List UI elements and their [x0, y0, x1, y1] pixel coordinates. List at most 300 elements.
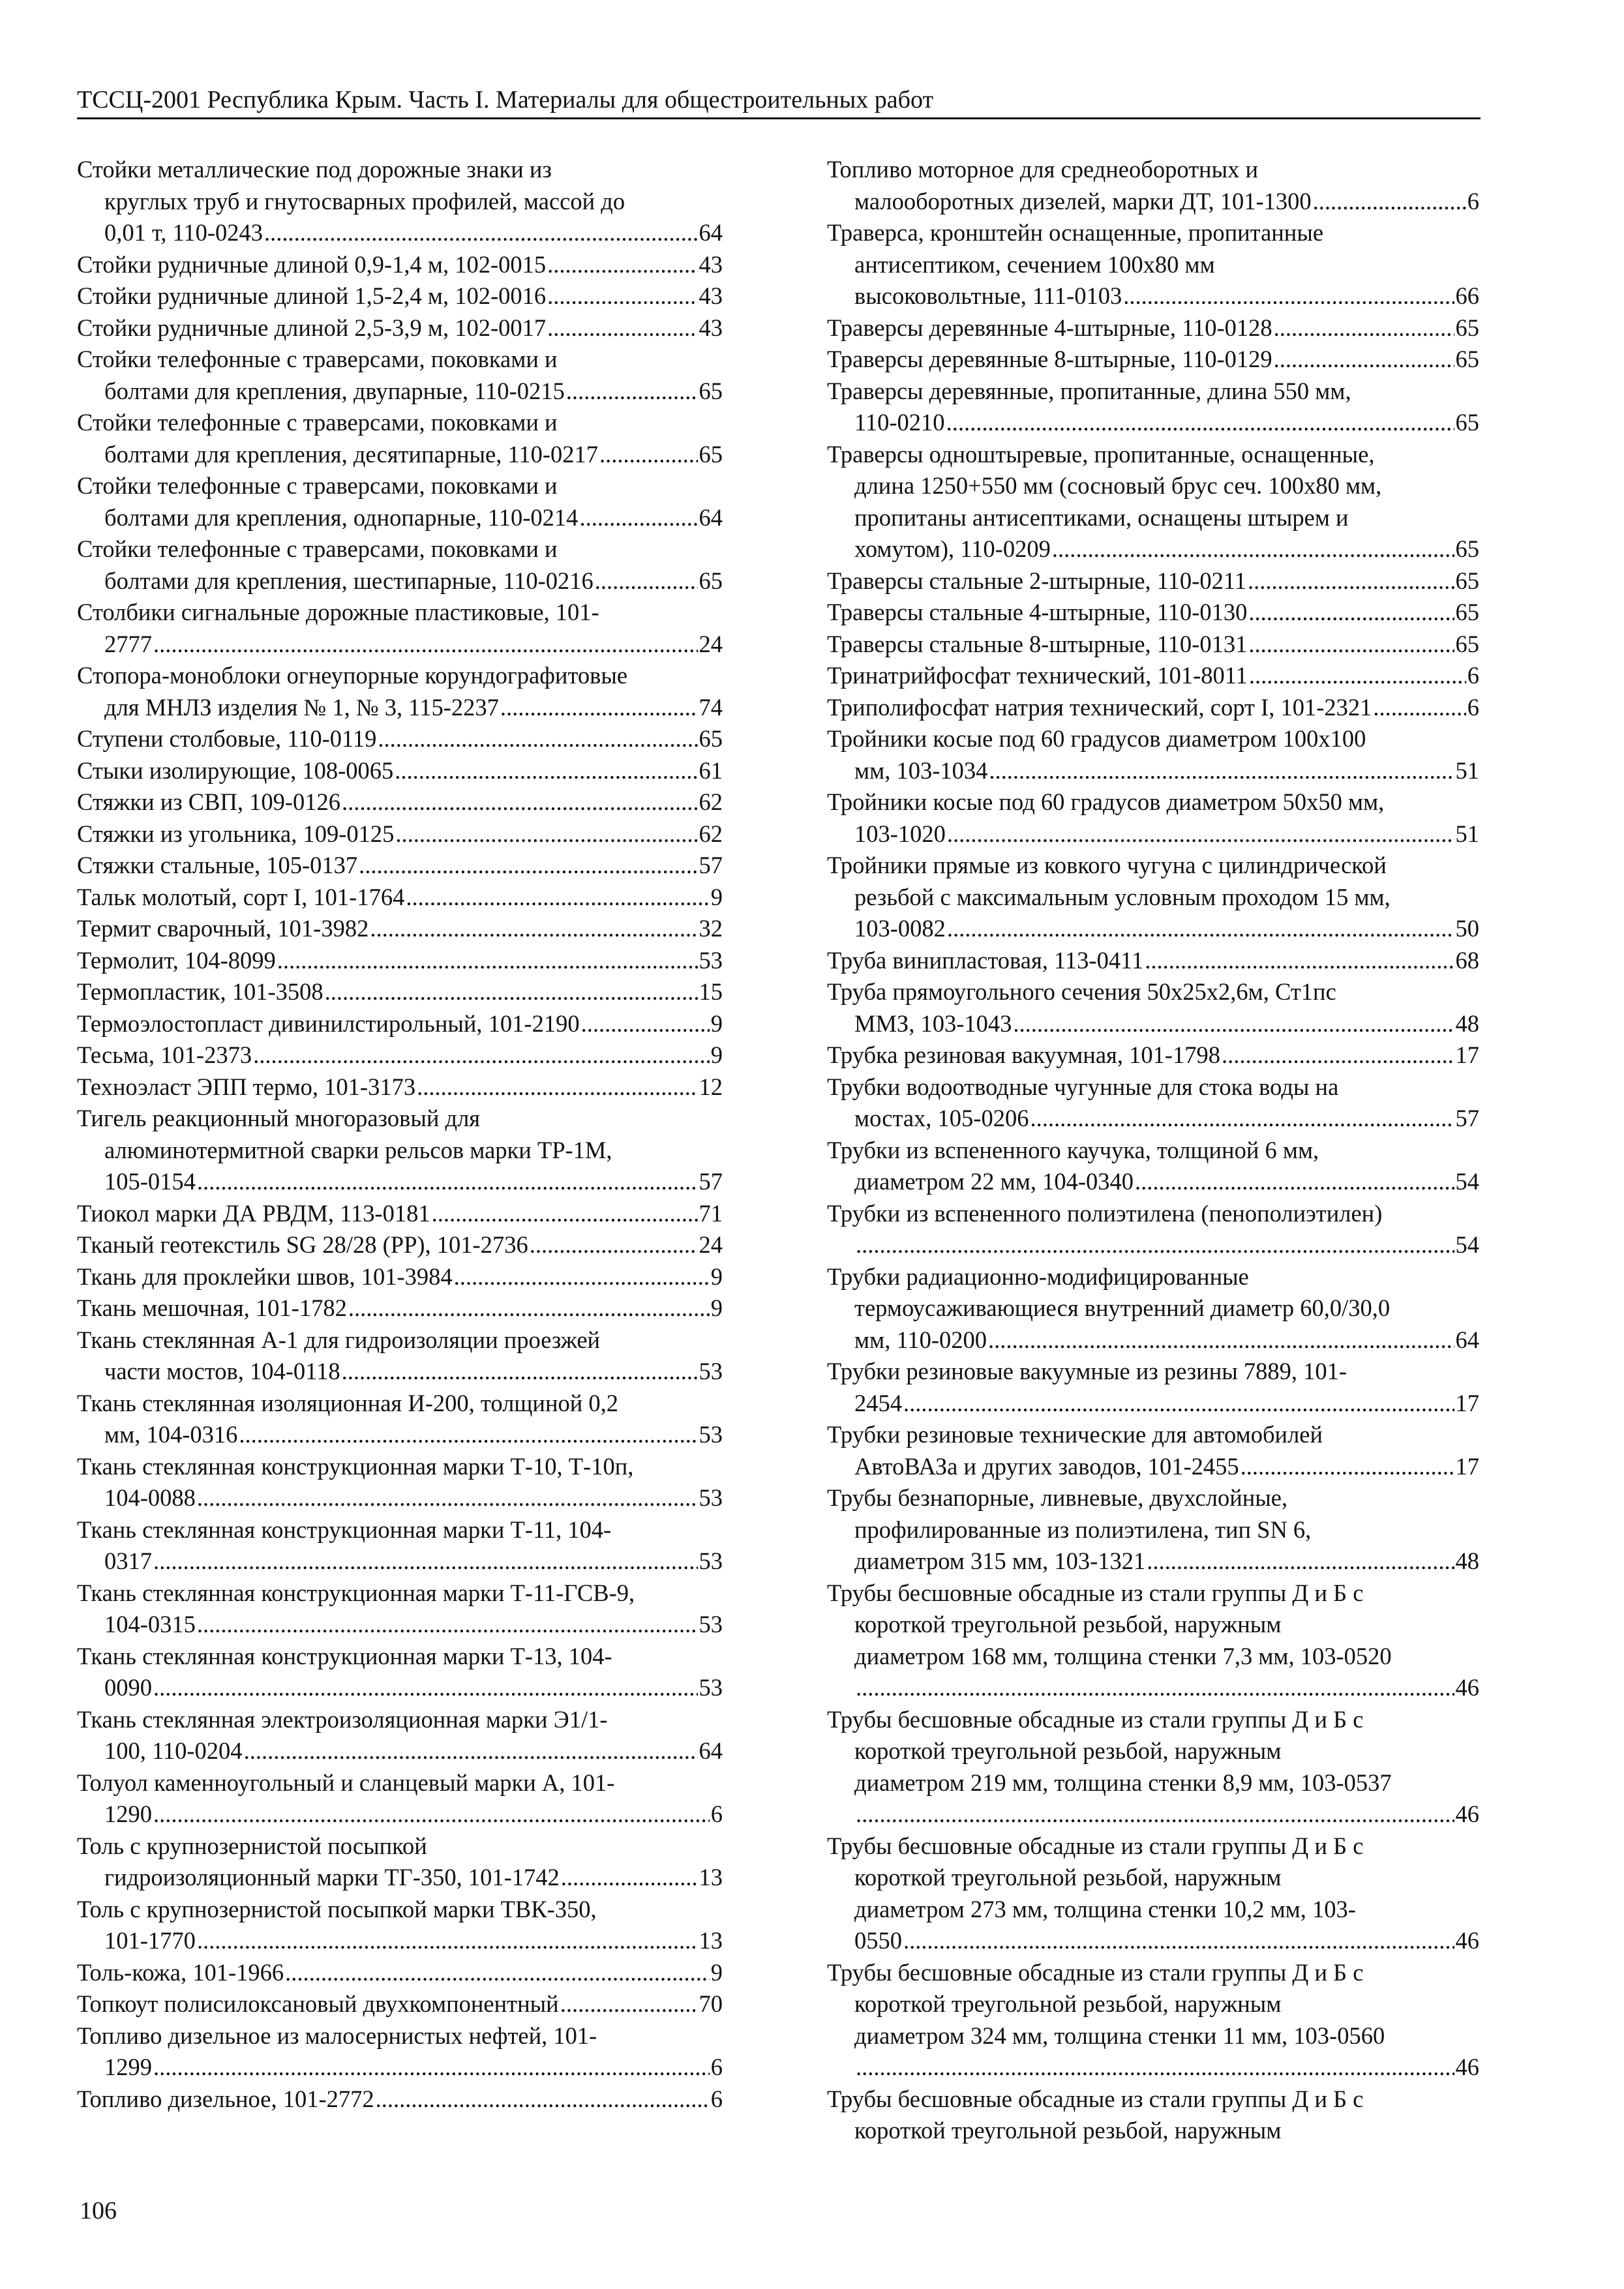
leader-dots	[1030, 1103, 1454, 1135]
entry-page-ref: 53	[699, 1548, 723, 1574]
index-entry	[77, 1293, 723, 1324]
entry-page-ref: 53	[699, 1484, 723, 1511]
entry-line: Ткань стеклянная А-1 для гидроизоляции проезжей	[77, 1326, 601, 1353]
entry-line: Ткань стеклянная конструкционная марки Т-13, 104-	[77, 1642, 612, 1669]
index-entry	[827, 217, 1479, 312]
index-entry	[77, 407, 723, 470]
entry-page-ref: 32	[699, 915, 723, 942]
entry-line: Трубы бесшовные обсадные из стали группы Д и Б с	[827, 2085, 1364, 2112]
entry-page-ref: 65	[1455, 535, 1479, 562]
entry-page-ref: 65	[699, 440, 723, 468]
index-entry	[77, 1514, 723, 1578]
leader-dots	[579, 502, 697, 534]
entry-text: болтами для крепления, десятипарные, 110-0217	[104, 440, 599, 468]
entry-text: хомутом), 110-0209	[854, 535, 1051, 562]
leader-dots	[561, 1862, 698, 1894]
index-entry	[827, 1578, 1479, 1704]
entry-text: Траверсы деревянные 8-штырные, 110-0129	[827, 346, 1272, 372]
leader-dots	[595, 565, 698, 597]
entry-page-ref: 13	[699, 1927, 723, 1954]
entry-line: Тигель реакционный многоразовый для	[77, 1105, 481, 1131]
entry-line: короткой треугольной резьбой, наружным	[854, 1737, 1282, 1764]
leader-dots	[342, 786, 697, 818]
entry-page-ref: 43	[699, 314, 723, 341]
entry-text: Топкоут полисилоксановый двухкомпонентный	[77, 1990, 559, 2017]
leader-dots	[406, 882, 709, 914]
entry-text: для МНЛЗ изделия № 1, № 3, 115-2237	[104, 693, 499, 721]
leader-dots	[1248, 629, 1454, 661]
entry-page-ref: 51	[1455, 820, 1479, 847]
index-entry	[827, 1040, 1479, 1071]
leader-dots	[197, 1925, 698, 1957]
entry-text: Траверсы стальные 8-штырные, 110-0131	[827, 630, 1248, 657]
entry-line: Толь с крупнозернистой посыпкой	[77, 1832, 427, 1859]
entry-line: Столбики сигнальные дорожные пластиковые, 101-	[77, 599, 599, 625]
entry-text: 2454	[854, 1389, 902, 1416]
leader-dots	[253, 1040, 710, 1071]
entry-page-ref: 74	[699, 693, 723, 721]
entry-page-ref: 48	[1455, 1010, 1479, 1037]
page-number: 106	[80, 2197, 117, 2224]
leader-dots	[197, 1166, 698, 1198]
leader-dots	[395, 818, 697, 850]
entry-page-ref: 43	[699, 250, 723, 278]
entry-text: Тканый геотекстиль SG 28/28 (PP), 101-2736	[77, 1231, 528, 1258]
entry-text: 100, 110-0204	[104, 1737, 243, 1764]
index-entry	[77, 882, 723, 914]
index-entry	[827, 1831, 1479, 1957]
entry-page-ref: 15	[699, 978, 723, 1005]
entry-text: Триполифосфат натрия технический, сорт I, 101-2321	[827, 693, 1372, 721]
entry-text: 1290	[104, 1801, 152, 1827]
leader-dots	[988, 1324, 1454, 1356]
entry-line: алюминотермитной сварки рельсов марки ТР-1М,	[104, 1136, 612, 1163]
entry-text: 103-1020	[854, 820, 946, 847]
leader-dots	[1135, 1166, 1454, 1198]
entry-line: диаметром 219 мм, толщина стенки 8,9 мм, 103-0537	[854, 1769, 1392, 1796]
entry-page-ref: 57	[1455, 1105, 1479, 1131]
leader-dots	[1241, 1451, 1454, 1483]
entry-text: Термолит, 104-8099	[77, 946, 276, 974]
entry-text: Термопластик, 101-3508	[77, 978, 323, 1005]
entry-text: болтами для крепления, двупарные, 110-0215	[104, 377, 565, 404]
entry-page-ref: 62	[699, 788, 723, 815]
entry-line: длина 1250+550 мм (сосновый брус сеч. 100х80 мм,	[854, 472, 1382, 499]
entry-page-ref: 53	[699, 1611, 723, 1638]
entry-line: короткой треугольной резьбой, наружным	[854, 1864, 1282, 1891]
entry-page-ref: 65	[1455, 599, 1479, 625]
entry-text: Ткань мешочная, 101-1782	[77, 1294, 347, 1321]
entry-text: 0317	[104, 1548, 152, 1574]
entry-text: 0550	[854, 1927, 902, 1954]
leader-dots	[197, 1609, 698, 1641]
entry-page-ref: 9	[710, 1294, 723, 1321]
index-entry	[827, 976, 1479, 1040]
leader-dots	[989, 755, 1454, 787]
entry-text: 2777	[104, 630, 152, 657]
index-entry	[77, 597, 723, 660]
leader-dots	[1248, 597, 1454, 629]
entry-text: болтами для крепления, однопарные, 110-0214	[104, 503, 579, 531]
leader-dots	[547, 312, 697, 344]
entry-page-ref: 57	[699, 852, 723, 878]
entry-text: 101-1770	[104, 1927, 196, 1954]
leader-dots	[342, 1356, 698, 1388]
index-entry	[77, 723, 723, 755]
entry-line: профилированные из полиэтилена, тип SN 6,	[854, 1516, 1312, 1543]
leader-dots	[1274, 312, 1454, 344]
index-entry	[77, 850, 723, 882]
entry-line: Стойки телефонные с траверсами, поковками и	[77, 535, 558, 562]
leader-dots	[1052, 533, 1454, 565]
leader-dots	[903, 1925, 1454, 1957]
index-entry	[77, 1988, 723, 2020]
entry-line: Трубки резиновые вакуумные из резины 7889, 101-	[827, 1358, 1347, 1384]
entry-text: высоковольтные, 111-0103	[854, 282, 1122, 309]
entry-line: резьбой с максимальным условным проходом 15 мм,	[854, 883, 1391, 910]
entry-text: Трубка резиновая вакуумная, 101-1798	[827, 1041, 1220, 1068]
entry-line: диаметром 273 мм, толщина стенки 10,2 мм, 103-	[854, 1895, 1356, 1922]
index-entry	[827, 312, 1479, 344]
entry-text: малооборотных дизелей, марки ДТ, 101-1300	[854, 187, 1312, 215]
leader-dots	[395, 755, 697, 787]
index-entry	[77, 1767, 723, 1831]
index-entry	[77, 1388, 723, 1451]
index-entry	[827, 692, 1479, 724]
entry-text: Тринатрийфосфат технический, 101-8011	[827, 662, 1248, 689]
entry-page-ref: 17	[1455, 1452, 1479, 1480]
leader-dots	[599, 439, 697, 471]
index-entry	[827, 565, 1479, 597]
index-entry	[77, 2020, 723, 2084]
entry-page-ref: 51	[1455, 756, 1479, 784]
entry-text: диаметром 315 мм, 103-1321	[854, 1548, 1146, 1574]
entry-text: АвтоВАЗа и других заводов, 101-2455	[854, 1452, 1239, 1480]
leader-dots	[903, 1388, 1454, 1420]
index-entry	[827, 1135, 1479, 1198]
index-entry	[77, 280, 723, 312]
entry-page-ref: 53	[699, 1674, 723, 1701]
entry-text: Термит сварочный, 101-3982	[77, 915, 369, 942]
leader-dots	[1373, 692, 1466, 724]
index-entry	[77, 470, 723, 533]
entry-page-ref: 6	[710, 1801, 723, 1827]
entry-page-ref: 6	[710, 2085, 723, 2112]
leader-dots	[500, 692, 698, 724]
entry-text: Стыки изолирующие, 108-0065	[77, 756, 394, 784]
index-entry	[827, 786, 1479, 850]
entry-line: Топливо дизельное из малосернистых нефтей, 101-	[77, 2022, 597, 2049]
leader-dots	[566, 376, 698, 408]
leader-dots	[378, 723, 697, 755]
entry-page-ref: 65	[699, 725, 723, 752]
entry-text: 104-0315	[104, 1611, 196, 1638]
index-entry	[77, 976, 723, 1008]
entry-line: термоусаживающиеся внутренний диаметр 60,0/30,0	[854, 1294, 1391, 1321]
leader-dots	[417, 1071, 697, 1103]
entry-page-ref: 9	[710, 1263, 723, 1290]
entry-page-ref: 12	[699, 1073, 723, 1100]
index-entry	[827, 1482, 1479, 1578]
index-entry	[827, 439, 1479, 565]
entry-text: Техноэласт ЭПП термо, 101-3173	[77, 1073, 416, 1100]
leader-dots	[947, 818, 1454, 850]
entry-page-ref: 24	[699, 1231, 723, 1258]
entry-text: Стойки рудничные длиной 2,5-3,9 м, 102-0017	[77, 314, 547, 341]
entry-line: Тройники косые под 60 градусов диаметром 100х100	[827, 725, 1366, 752]
entry-text: Тальк молотый, сорт I, 101-1764	[77, 883, 405, 910]
leader-dots	[1123, 280, 1454, 312]
entry-page-ref: 43	[699, 282, 723, 309]
entry-page-ref: 9	[710, 883, 723, 910]
entry-page-ref: 65	[699, 567, 723, 594]
entry-line: Толь с крупнозернистой посыпкой марки ТВК-350,	[77, 1895, 597, 1922]
leader-dots	[530, 1229, 698, 1261]
entry-text: части мостов, 104-0118	[104, 1358, 340, 1384]
index-entry	[827, 850, 1479, 945]
index-entry	[77, 1229, 723, 1261]
entry-page-ref: 9	[710, 1958, 723, 1986]
entry-page-ref: 65	[1455, 630, 1479, 657]
entry-line: Трубы безнапорные, ливневые, двухслойные,	[827, 1484, 1288, 1511]
entry-page-ref: 71	[699, 1199, 723, 1227]
entry-line: Стойки телефонные с траверсами, поковками и	[77, 409, 558, 436]
entry-line: Ткань стеклянная изоляционная И-200, толщиной 0,2	[77, 1389, 619, 1416]
entry-text: 103-0082	[854, 915, 946, 942]
entry-page-ref: 6	[1467, 693, 1479, 721]
leader-dots	[1249, 660, 1466, 692]
index-entry	[77, 1451, 723, 1514]
index-entry	[827, 1356, 1479, 1419]
entry-page-ref: 65	[1455, 409, 1479, 436]
page-header: ТССЦ-2001 Республика Крым. Часть I. Материалы для общестроительных работ	[77, 85, 1481, 119]
entry-line: круглых труб и гнутосварных профилей, массой до	[104, 187, 625, 215]
index-entry	[77, 1704, 723, 1767]
entry-page-ref: 65	[1455, 567, 1479, 594]
entry-text: Траверсы деревянные 4-штырные, 110-0128	[827, 314, 1272, 341]
entry-line: короткой треугольной резьбой, наружным	[854, 1990, 1282, 2017]
leader-dots	[325, 976, 698, 1008]
entry-page-ref: 50	[1455, 915, 1479, 942]
entry-line: Трубки радиационно-модифицированные	[827, 1263, 1249, 1290]
leader-dots	[153, 1672, 698, 1704]
leader-dots	[1145, 945, 1454, 977]
leader-dots	[153, 1799, 710, 1831]
entry-text: Ступени столбовые, 110-0119	[77, 725, 377, 752]
entry-page-ref: 17	[1455, 1041, 1479, 1068]
entry-line: Труба прямоугольного сечения 50х25х2,6м, Ст1пс	[827, 978, 1336, 1005]
leader-dots	[370, 913, 697, 945]
entry-page-ref: 46	[1455, 2054, 1479, 2080]
entry-text: Тесьма, 101-2373	[77, 1041, 252, 1068]
entry-page-ref: 24	[699, 630, 723, 657]
index-entry	[77, 1957, 723, 1989]
entry-line: диаметром 324 мм, толщина стенки 11 мм, 103-0560	[854, 2022, 1385, 2049]
leader-dots	[856, 1229, 1454, 1261]
entry-line: Трубы бесшовные обсадные из стали группы Д и Б с	[827, 1705, 1364, 1733]
entry-line: короткой треугольной резьбой, наружным	[854, 1611, 1282, 1638]
entry-line: Стойки телефонные с траверсами, поковками и	[77, 346, 558, 372]
leader-dots	[856, 1799, 1454, 1831]
entry-line: антисептиком, сечением 100х80 мм	[854, 250, 1215, 278]
entry-page-ref: 9	[710, 1041, 723, 1068]
leader-dots	[1313, 186, 1466, 218]
entry-text: мм, 110-0200	[854, 1326, 987, 1353]
index-entry	[77, 1008, 723, 1040]
index-entry	[77, 818, 723, 850]
entry-line: Трубки резиновые технические для автомобилей	[827, 1421, 1323, 1448]
leader-dots	[454, 1261, 710, 1293]
entry-page-ref: 13	[699, 1864, 723, 1891]
entry-page-ref: 17	[1455, 1389, 1479, 1416]
index-entry	[827, 723, 1479, 786]
entry-page-ref: 53	[699, 946, 723, 974]
entry-text: 0,01 т, 110-0243	[104, 219, 263, 246]
entry-line: Трубки водоотводные чугунные для стока воды на	[827, 1073, 1339, 1100]
entry-page-ref: 53	[699, 1421, 723, 1448]
leader-dots	[947, 913, 1454, 945]
entry-text: гидроизоляционный марки ТГ-350, 101-1742	[104, 1864, 560, 1891]
leader-dots	[1274, 344, 1454, 376]
entry-line: Трубы бесшовные обсадные из стали группы Д и Б с	[827, 1579, 1364, 1606]
entry-page-ref: 53	[699, 1358, 723, 1384]
index-entry	[77, 1578, 723, 1641]
entry-text: Стяжки стальные, 105-0137	[77, 852, 358, 878]
index-entry	[77, 945, 723, 977]
entry-line: Траверсы деревянные, пропитанные, длина 550 мм,	[827, 377, 1351, 404]
entry-text: 0090	[104, 1674, 152, 1701]
index-entry	[827, 597, 1479, 629]
index-entry	[77, 249, 723, 281]
entry-line: Ткань стеклянная конструкционная марки Т-11, 104-	[77, 1516, 612, 1543]
entry-text: Толь-кожа, 101-1966	[77, 1958, 284, 1986]
index-entry	[77, 1894, 723, 1957]
leader-dots	[547, 280, 697, 312]
index-entry	[77, 533, 723, 597]
leader-dots	[856, 1672, 1454, 1704]
leader-dots	[581, 1008, 710, 1040]
index-column-left	[77, 154, 723, 2115]
leader-dots	[359, 850, 697, 882]
entry-text: Термоэлостопласт дивинилстирольный, 101-2190	[77, 1010, 580, 1037]
entry-text: мостах, 105-0206	[854, 1105, 1029, 1131]
entry-text: Ткань для проклейки швов, 101-3984	[77, 1263, 453, 1290]
entry-text: мм, 104-0316	[104, 1421, 238, 1448]
entry-line: Стойки телефонные с траверсами, поковками и	[77, 472, 558, 499]
index-entry	[827, 1957, 1479, 2084]
entry-text: Траверсы стальные 2-штырные, 110-0211	[827, 567, 1246, 594]
entry-text: Стяжки из СВП, 109-0126	[77, 788, 341, 815]
entry-line: Стойки металлические под дорожные знаки из	[77, 156, 552, 183]
entry-text: Стойки рудничные длиной 0,9-1,4 м, 102-0015	[77, 250, 547, 278]
entry-line: Ткань стеклянная конструкционная марки Т-10, Т-10п,	[77, 1452, 634, 1480]
entry-page-ref: 65	[699, 377, 723, 404]
index-entry	[77, 913, 723, 945]
index-entry	[827, 1071, 1479, 1135]
leader-dots	[1222, 1040, 1454, 1071]
index-entry	[827, 629, 1479, 661]
entry-page-ref: 68	[1455, 946, 1479, 974]
leader-dots	[348, 1293, 710, 1324]
index-entry	[827, 1261, 1479, 1356]
index-entry	[827, 2084, 1479, 2147]
entry-page-ref: 66	[1455, 282, 1479, 309]
entry-text: диаметром 22 мм, 104-0340	[854, 1168, 1134, 1195]
entry-line: Толуол каменноугольный и сланцевый марки А, 101-	[77, 1769, 615, 1796]
entry-text: Стойки рудничные длиной 1,5-2,4 м, 102-0016	[77, 282, 547, 309]
leader-dots	[1013, 1008, 1454, 1040]
index-entry	[827, 1198, 1479, 1261]
leader-dots	[547, 249, 697, 281]
entry-page-ref: 62	[699, 820, 723, 847]
index-entry	[827, 945, 1479, 977]
entry-page-ref: 6	[710, 2054, 723, 2080]
entry-line: Стопора-моноблоки огнеупорные корундографитовые	[77, 662, 628, 689]
entry-page-ref: 64	[699, 503, 723, 531]
index-entry	[827, 1419, 1479, 1482]
entry-page-ref: 9	[710, 1010, 723, 1037]
entry-line: Трубы бесшовные обсадные из стали группы Д и Б с	[827, 1958, 1364, 1986]
entry-page-ref: 64	[699, 219, 723, 246]
entry-text: болтами для крепления, шестипарные, 110-0216	[104, 567, 594, 594]
index-entry	[77, 1071, 723, 1103]
index-entry	[77, 1040, 723, 1071]
entry-text: 104-0088	[104, 1484, 196, 1511]
leader-dots	[153, 2052, 710, 2084]
entry-text: ММЗ, 103-1043	[854, 1010, 1012, 1037]
entry-page-ref: 65	[1455, 314, 1479, 341]
index-entry	[77, 660, 723, 723]
entry-page-ref: 64	[1455, 1326, 1479, 1353]
index-entry	[827, 344, 1479, 376]
entry-text: Топливо дизельное, 101-2772	[77, 2085, 374, 2112]
entry-page-ref: 6	[1467, 187, 1479, 215]
entry-page-ref: 54	[1455, 1231, 1479, 1258]
entry-line: Трубы бесшовные обсадные из стали группы Д и Б с	[827, 1832, 1364, 1859]
index-entry	[827, 376, 1479, 439]
entry-page-ref: 48	[1455, 1548, 1479, 1574]
index-entry	[77, 2084, 723, 2116]
index-entry	[77, 1831, 723, 1894]
entry-line: Траверсы одноштыревые, пропитанные, оснащенные,	[827, 440, 1375, 468]
leader-dots	[432, 1198, 698, 1230]
index-entry	[77, 344, 723, 407]
leader-dots	[1147, 1546, 1454, 1578]
leader-dots	[856, 2052, 1454, 2084]
entry-text: Труба винипластовая, 113-0411	[827, 946, 1144, 974]
index-column-right	[827, 154, 1479, 2147]
index-entry	[77, 1103, 723, 1198]
entry-line: Топливо моторное для среднеоборотных и	[827, 156, 1259, 183]
leader-dots	[153, 1546, 698, 1578]
leader-dots	[560, 1988, 698, 2020]
index-entry	[77, 755, 723, 787]
index-entry	[827, 1704, 1479, 1831]
entry-page-ref: 65	[1455, 346, 1479, 372]
index-entry	[77, 1261, 723, 1293]
index-entry	[77, 312, 723, 344]
entry-page-ref: 46	[1455, 1801, 1479, 1827]
index-entry	[77, 1198, 723, 1230]
entry-page-ref: 70	[699, 1990, 723, 2017]
leader-dots	[277, 945, 698, 977]
entry-line: диаметром 168 мм, толщина стенки 7,3 мм, 103-0520	[854, 1642, 1392, 1669]
leader-dots	[285, 1957, 710, 1989]
leader-dots	[153, 629, 698, 661]
leader-dots	[239, 1419, 697, 1451]
index-entry	[827, 660, 1479, 692]
entry-page-ref: 61	[699, 756, 723, 784]
